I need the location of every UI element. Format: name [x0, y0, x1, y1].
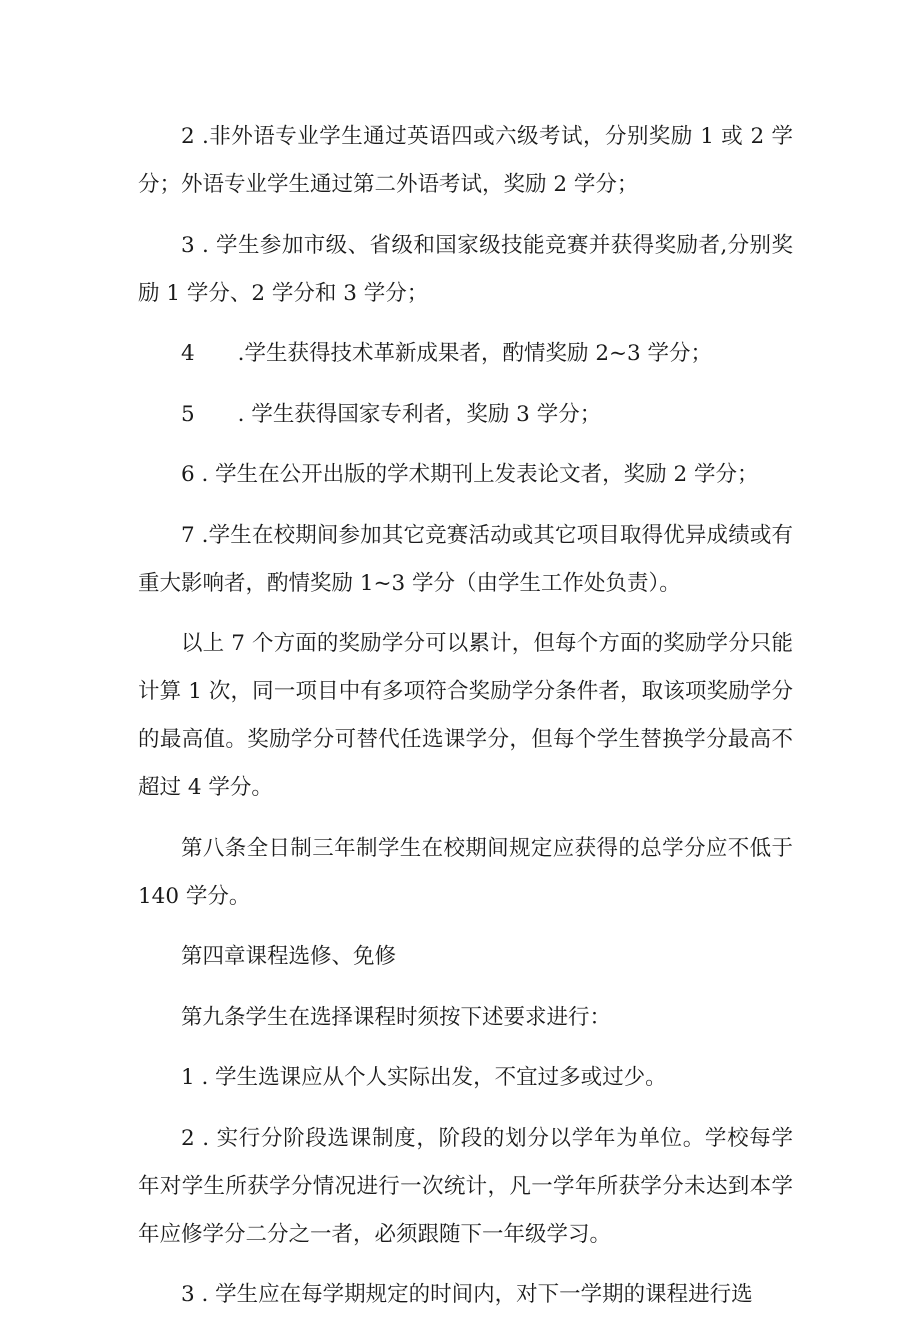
reward-item-5: 5 . 学生获得国家专利者，奖励 3 学分； [181, 401, 602, 427]
selection-rule-1: 1 . 学生选课应从个人实际出发，不宜过多或过少。 [181, 1065, 667, 1090]
reward-item-2: 2 .非外语专业学生通过英语四或六级考试，分别奖励 1 或 2 学分；外语专业学生通过第二外语考试，奖励 2 学分； [138, 124, 793, 197]
reward-summary: 以上 7 个方面的奖励学分可以累计，但每个方面的奖励学分只能计算 1 次，同一项目中有多项符合奖励学分条件者，取该项奖励学分的最高值。奖励学分可替代任选课学分，但每个学生替换学分最高不超过 4 学分。 [138, 631, 793, 800]
article-8: 第八条全日制三年制学生在校期间规定应获得的总学分应不低于 140 学分。 [138, 835, 800, 909]
reward-item-7: 7 .学生在校期间参加其它竞赛活动或其它项目取得优异成绩或有重大影响者，酌情奖励 1~3 学分（由学生工作处负责）。 [138, 522, 793, 596]
article-9: 第九条学生在选择课程时须按下述要求进行： [181, 1004, 612, 1030]
document-body [138, 113, 800, 1332]
chapter-4-heading: 第四章课程选修、免修 [181, 944, 397, 969]
reward-item-4: 4 .学生获得技术革新成果者，酌情奖励 2~3 学分； [181, 341, 713, 366]
selection-rule-2: 2 . 实行分阶段选课制度，阶段的划分以学年为单位。学校每学年对学生所获学分情况进行一次统计，凡一学年所获学分未达到本学年应修学分二分之一者，必须跟随下一年级学习。 [138, 1125, 793, 1247]
selection-rule-3: 3 . 学生应在每学期规定的时间内，对下一学期的课程进行选 [181, 1282, 753, 1307]
reward-item-6: 6 . 学生在公开出版的学术期刊上发表论文者，奖励 2 学分； [181, 462, 759, 487]
reward-item-3: 3 . 学生参加市级、省级和国家级技能竞赛并获得奖励者,分别奖励 1 学分、2 学分和 3 学分； [138, 232, 793, 306]
